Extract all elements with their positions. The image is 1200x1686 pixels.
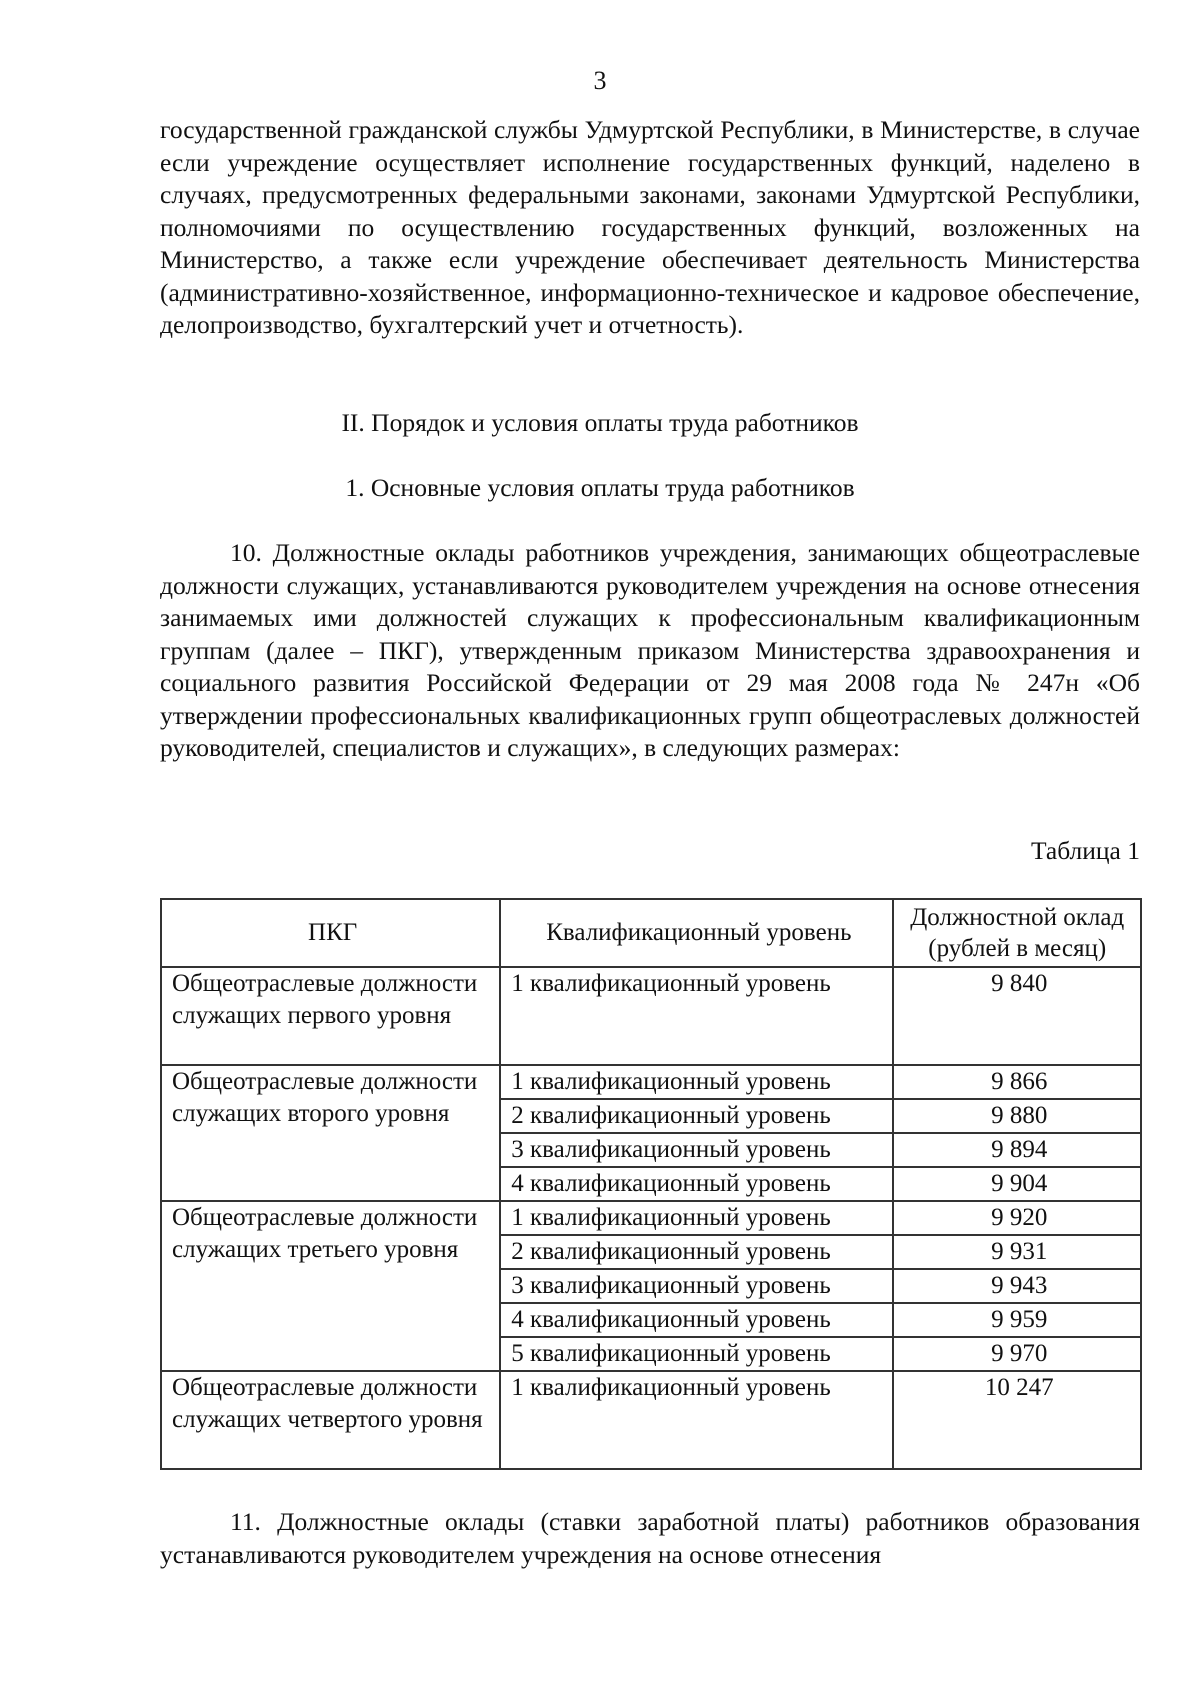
level-cell: 4 квалификационный уровень xyxy=(500,1303,893,1337)
salary-cell: 9 840 xyxy=(893,967,1141,1065)
salary-cell: 9 959 xyxy=(893,1303,1141,1337)
salary-cell: 9 970 xyxy=(893,1337,1141,1371)
group-name: Общеотраслевые должности служащих второго уровня xyxy=(161,1065,500,1201)
paragraph-11: 11. Должностные оклады (ставки заработной платы) работников образования устанавливаются руководителем учреждения на основе отнесения xyxy=(160,1507,1140,1569)
level-cell: 1 квалификационный уровень xyxy=(500,1371,893,1469)
header-salary: Должностной оклад (рублей в месяц) xyxy=(893,899,1141,967)
subsection-heading: 1. Основные условия оплаты труда работников xyxy=(345,473,855,502)
page-number: 3 xyxy=(593,66,607,95)
section-heading: II. Порядок и условия оплаты труда работников xyxy=(341,408,859,437)
salary-cell: 9 880 xyxy=(893,1099,1141,1133)
group-name: Общеотраслевые должности служащих первого уровня xyxy=(161,967,500,1065)
header-level: Квалификационный уровень xyxy=(500,899,893,967)
salary-cell: 10 247 xyxy=(893,1371,1141,1469)
table-header-row xyxy=(161,899,1141,967)
table-row xyxy=(161,1371,1141,1469)
level-cell: 4 квалификационный уровень xyxy=(500,1167,893,1201)
level-cell: 2 квалификационный уровень xyxy=(500,1099,893,1133)
table-row xyxy=(161,967,1141,1065)
level-cell: 3 квалификационный уровень xyxy=(500,1269,893,1303)
level-cell: 5 квалификационный уровень xyxy=(500,1337,893,1371)
level-cell: 1 квалификационный уровень xyxy=(500,967,893,1065)
salary-cell: 9 943 xyxy=(893,1269,1141,1303)
intro-paragraph: государственной гражданской службы Удмуртской Республики, в Министерстве, в случае если учреждение осуществляет исполнение государственных функций, наделено в случаях, предусмотренных федеральными законами, законами Удмуртской Республики, полномочиями по осуществлению государственных функций, возложенных на Министерство, а также если учреждение обеспечивает деятельность Министерства (административно-хозяйственное, информационно-техническое и кадровое обеспечение, делопроизводство, бухгалтерский учет и отчетность). xyxy=(160,115,1140,339)
paragraph-10: 10. Должностные оклады работников учреждения, занимающих общеотраслевые должности служащих, устанавливаются руководителем учреждения на основе отнесения занимаемых ими должностей служащих к профессиональным квалификационным группам (далее – ПКГ), утвержденным приказом Министерства здравоохранения и социального развития Российской Федерации от 29 мая 2008 года № 247н «Об утверждении профессиональных квалификационных групп общеотраслевых должностей руководителей, специалистов и служащих», в следующих размерах: xyxy=(160,538,1140,762)
table-row xyxy=(161,1201,1141,1235)
salary-cell: 9 894 xyxy=(893,1133,1141,1167)
salary-cell: 9 866 xyxy=(893,1065,1141,1099)
table-caption: Таблица 1 xyxy=(1030,836,1140,865)
salary-table xyxy=(160,898,1142,1470)
level-cell: 2 квалификационный уровень xyxy=(500,1235,893,1269)
group-name: Общеотраслевые должности служащих третьего уровня xyxy=(161,1201,500,1371)
salary-cell: 9 931 xyxy=(893,1235,1141,1269)
table-row xyxy=(161,1065,1141,1099)
header-pkg: ПКГ xyxy=(161,899,500,967)
group-name: Общеотраслевые должности служащих четвертого уровня xyxy=(161,1371,500,1469)
salary-cell: 9 920 xyxy=(893,1201,1141,1235)
level-cell: 1 квалификационный уровень xyxy=(500,1201,893,1235)
salary-cell: 9 904 xyxy=(893,1167,1141,1201)
level-cell: 3 квалификационный уровень xyxy=(500,1133,893,1167)
level-cell: 1 квалификационный уровень xyxy=(500,1065,893,1099)
